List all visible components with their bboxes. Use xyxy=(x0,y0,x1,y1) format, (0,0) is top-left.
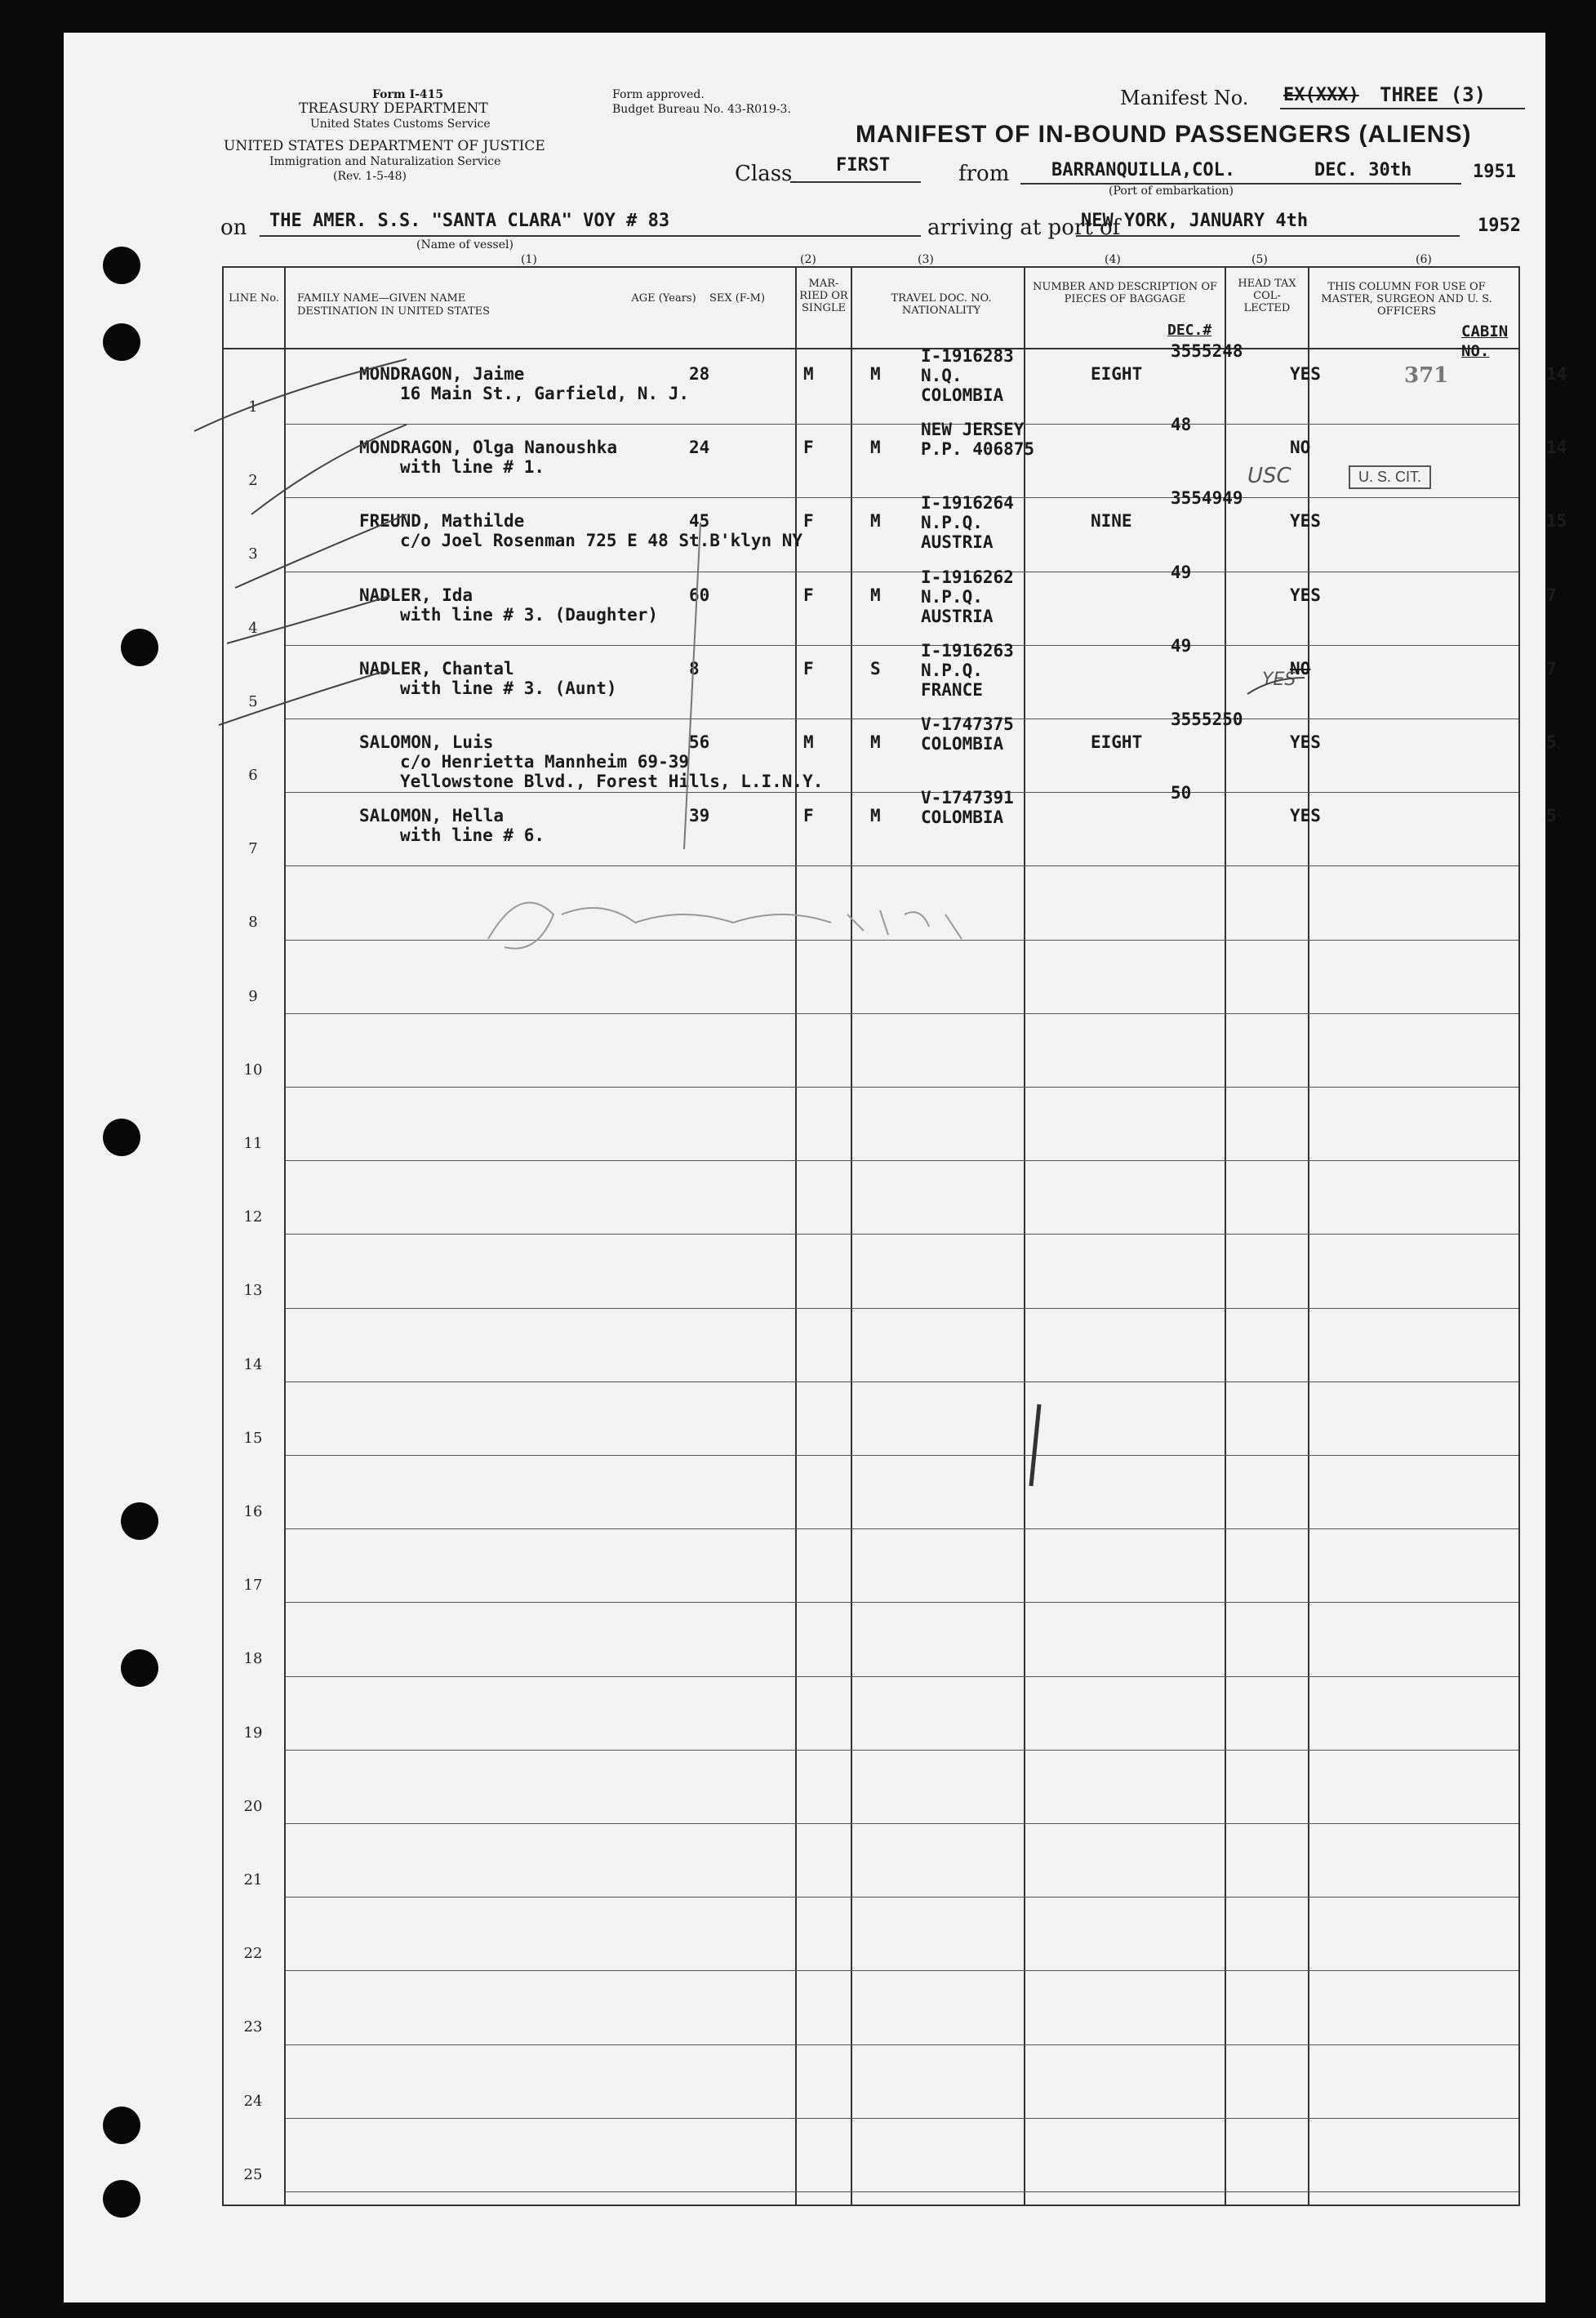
destination: with line # 6. xyxy=(400,825,545,846)
head-tax: NO xyxy=(1290,438,1311,458)
passenger-name: SALOMON, Luis xyxy=(359,732,494,752)
baggage-dec-number: 50 xyxy=(1171,783,1192,803)
form-number: Form I-415 xyxy=(372,88,444,101)
manifest-title: MANIFEST OF IN-BOUND PASSENGERS (ALIENS) xyxy=(856,121,1472,148)
cabin-number: 5 xyxy=(1546,806,1557,826)
on-label: on xyxy=(220,216,247,240)
col-num-6: (6) xyxy=(1416,253,1432,266)
passenger-name: NADLER, Chantal xyxy=(359,658,514,678)
manifest-number-struck: EX(XXX) xyxy=(1283,85,1359,105)
travel-doc-no: I-1916283 xyxy=(921,346,1014,366)
age: 24 xyxy=(689,438,710,458)
col-num-3: (3) xyxy=(918,253,934,266)
line-number: 21 xyxy=(243,1871,263,1889)
line-number: 18 xyxy=(243,1650,263,1668)
col-header-officers-text: THIS COLUMN FOR USE OF MASTER, SURGEON AND U. S. OFFICERS xyxy=(1321,281,1492,318)
line-number: 3 xyxy=(248,545,258,563)
col-header-travel-text: TRAVEL DOC. NO. NATIONALITY xyxy=(891,292,992,317)
us-citizen-stamp: U. S. CIT. xyxy=(1349,465,1431,489)
col-num-5: (5) xyxy=(1251,253,1268,266)
marital-status: M xyxy=(870,585,881,605)
line-number: 1 xyxy=(248,398,258,416)
col-header-cabin-text: CABIN NO. xyxy=(1461,323,1509,360)
budget-bureau: Budget Bureau No. 43-R019-3. xyxy=(612,103,791,116)
port-of-embarkation: BARRANQUILLA,COL. xyxy=(1051,160,1236,180)
baggage-description: NINE xyxy=(1091,511,1132,532)
line-number: 9 xyxy=(248,987,258,1005)
embarkation-year: 1951 xyxy=(1473,162,1516,182)
line-number: 24 xyxy=(243,2092,263,2110)
col-header-sex-text: SEX (F-M) xyxy=(709,292,766,305)
class-label: Class xyxy=(735,162,793,186)
line-number: 11 xyxy=(243,1135,263,1152)
ins-service: Immigration and Naturalization Service xyxy=(269,155,501,168)
age: 28 xyxy=(689,364,710,384)
col-header-dest: DESTINATION IN UNITED STATES xyxy=(297,305,491,318)
handwritten-marks xyxy=(64,33,1545,2302)
line-number: 2 xyxy=(248,472,258,490)
form-revision: (Rev. 1-5-48) xyxy=(333,170,407,183)
officer-note: 371 xyxy=(1404,363,1449,388)
vessel-caption: (Name of vessel) xyxy=(416,238,513,251)
line-number: 7 xyxy=(248,840,258,858)
col-header-tax-text: HEAD TAX COL- LECTED xyxy=(1238,278,1296,314)
line-number: 19 xyxy=(243,1724,263,1742)
passenger-name: SALOMON, Hella xyxy=(359,806,505,826)
head-tax: YES xyxy=(1290,806,1321,826)
destination: with line # 3. (Aunt) xyxy=(400,678,617,698)
travel-doc-no: I-1916264 xyxy=(921,493,1014,514)
col-num-2: (2) xyxy=(800,253,816,266)
baggage-description: EIGHT xyxy=(1091,364,1143,384)
sex: F xyxy=(803,585,814,605)
class-value: FIRST xyxy=(836,155,891,176)
line-number: 6 xyxy=(248,767,258,784)
age: 60 xyxy=(689,585,710,605)
line-number: 13 xyxy=(243,1282,263,1300)
travel-doc-no: NEW JERSEY xyxy=(921,420,1025,440)
form-approved: Form approved. xyxy=(612,88,705,101)
nationality-line-2: AUSTRIA xyxy=(921,606,994,626)
manifest-number: THREE (3) xyxy=(1380,83,1487,106)
marital-status: M xyxy=(870,806,881,826)
arrival-port: NEW YORK, JANUARY 4th xyxy=(1081,211,1309,231)
head-tax: YES xyxy=(1290,732,1321,752)
line-number: 14 xyxy=(243,1355,263,1373)
travel-doc-no: I-1916263 xyxy=(921,640,1014,661)
line-number: 22 xyxy=(243,1945,263,1963)
travel-doc-no: V-1747391 xyxy=(921,788,1014,808)
marital-status: M xyxy=(870,511,881,532)
passenger-name: MONDRAGON, Olga Nanoushka xyxy=(359,438,618,458)
line-number: 4 xyxy=(248,619,258,637)
line-number: 10 xyxy=(243,1061,263,1079)
head-tax: NO xyxy=(1290,658,1311,678)
head-tax: YES xyxy=(1290,585,1321,605)
destination: c/o Joel Rosenman 725 E 48 St.B'klyn NY xyxy=(400,531,803,551)
cabin-number: 15 xyxy=(1546,511,1567,532)
col-header-line-text: LINE No. xyxy=(229,292,279,305)
port-caption: (Port of embarkation) xyxy=(1109,185,1234,198)
line-number: 25 xyxy=(243,2165,263,2183)
marital-status: M xyxy=(870,438,881,458)
nationality: N.P.Q. xyxy=(921,513,983,533)
arriving-label: arriving at port of xyxy=(927,216,1121,240)
nationality: N.P.Q. xyxy=(921,660,983,680)
cabin-number: 5 xyxy=(1546,732,1557,752)
destination: with line # 3. (Daughter) xyxy=(400,604,659,625)
destination: with line # 1. xyxy=(400,457,545,478)
manifest-label: Manifest No. xyxy=(1120,87,1249,109)
baggage-dec-number: 3555248 xyxy=(1171,341,1243,361)
passenger-name: MONDRAGON, Jaime xyxy=(359,364,525,384)
nationality: P.P. 406875 xyxy=(921,439,1035,460)
nationality-line-2: COLOMBIA xyxy=(921,385,1004,405)
col-header-baggage-text: NUMBER AND DESCRIPTION OF PIECES OF BAGGAGE xyxy=(1032,281,1217,305)
sex: M xyxy=(803,364,814,384)
cabin-number: 14 xyxy=(1546,438,1567,458)
arrival-year: 1952 xyxy=(1478,216,1521,236)
sex: F xyxy=(803,658,814,678)
cabin-number: 7 xyxy=(1546,585,1557,605)
line-number: 20 xyxy=(243,1797,263,1815)
head-tax: YES xyxy=(1290,364,1321,384)
marital-status: M xyxy=(870,364,881,384)
age: 8 xyxy=(689,658,700,678)
destination: c/o Henrietta Mannheim 69-39 xyxy=(400,752,690,772)
line-number: 17 xyxy=(243,1577,263,1595)
line-number: 5 xyxy=(248,692,258,710)
nationality: COLOMBIA xyxy=(921,734,1004,754)
line-number: 8 xyxy=(248,914,258,932)
handwritten-usc: USC xyxy=(1247,464,1291,488)
cabin-number: 14 xyxy=(1546,364,1567,384)
customs-service: United States Customs Service xyxy=(310,118,491,131)
baggage-dec-number: 3554949 xyxy=(1171,488,1243,509)
marital-status: M xyxy=(870,732,881,752)
age: 56 xyxy=(689,732,710,752)
head-tax: YES xyxy=(1290,511,1321,532)
sex: F xyxy=(803,438,814,458)
treasury-dept: TREASURY DEPARTMENT xyxy=(299,100,488,117)
col-header-dec: DEC.# xyxy=(1167,322,1212,339)
age: 39 xyxy=(689,806,710,826)
nationality-line-2: FRANCE xyxy=(921,679,983,700)
sex: F xyxy=(803,806,814,826)
line-number: 12 xyxy=(243,1208,263,1226)
baggage-dec-number: 49 xyxy=(1171,635,1192,656)
line-number: 23 xyxy=(243,2018,263,2036)
nationality: N.Q. xyxy=(921,366,962,385)
col-num-1: (1) xyxy=(521,253,537,266)
col-num-4: (4) xyxy=(1105,253,1121,266)
nationality: N.P.Q. xyxy=(921,586,983,607)
baggage-dec-number: 48 xyxy=(1171,415,1192,435)
line-number: 15 xyxy=(243,1429,263,1447)
baggage-description: EIGHT xyxy=(1091,732,1143,752)
line-number: 16 xyxy=(243,1503,263,1520)
destination-line-2: Yellowstone Blvd., Forest Hills, L.I.N.Y. xyxy=(400,772,824,791)
manifest-page xyxy=(64,33,1567,2302)
cabin-number: 7 xyxy=(1546,658,1557,678)
baggage-dec-number: 3555250 xyxy=(1171,710,1243,729)
from-label: from xyxy=(958,162,1010,186)
col-header-age-text: AGE (Years) xyxy=(631,292,696,305)
embarkation-date: DEC. 30th xyxy=(1314,160,1412,180)
col-header-name: FAMILY NAME—GIVEN NAME xyxy=(297,292,466,305)
nationality-line-2: AUSTRIA xyxy=(921,532,994,553)
justice-dept: UNITED STATES DEPARTMENT OF JUSTICE xyxy=(224,138,545,154)
vessel-name: THE AMER. S.S. "SANTA CLARA" VOY # 83 xyxy=(269,211,670,231)
age: 45 xyxy=(689,511,710,532)
sex: M xyxy=(803,732,814,752)
nationality: COLOMBIA xyxy=(921,808,1004,828)
passenger-name: FREUND, Mathilde xyxy=(359,511,525,532)
handwritten-yes: YES xyxy=(1262,670,1296,690)
travel-doc-no: V-1747375 xyxy=(921,714,1014,734)
baggage-dec-number: 49 xyxy=(1171,562,1192,582)
sex: F xyxy=(803,511,814,532)
passenger-name: NADLER, Ida xyxy=(359,585,473,605)
col-header-married-text: MAR- RIED OR SINGLE xyxy=(799,278,848,314)
travel-doc-no: I-1916262 xyxy=(921,567,1014,587)
marital-status: S xyxy=(870,658,881,678)
destination: 16 Main St., Garfield, N. J. xyxy=(400,384,690,403)
